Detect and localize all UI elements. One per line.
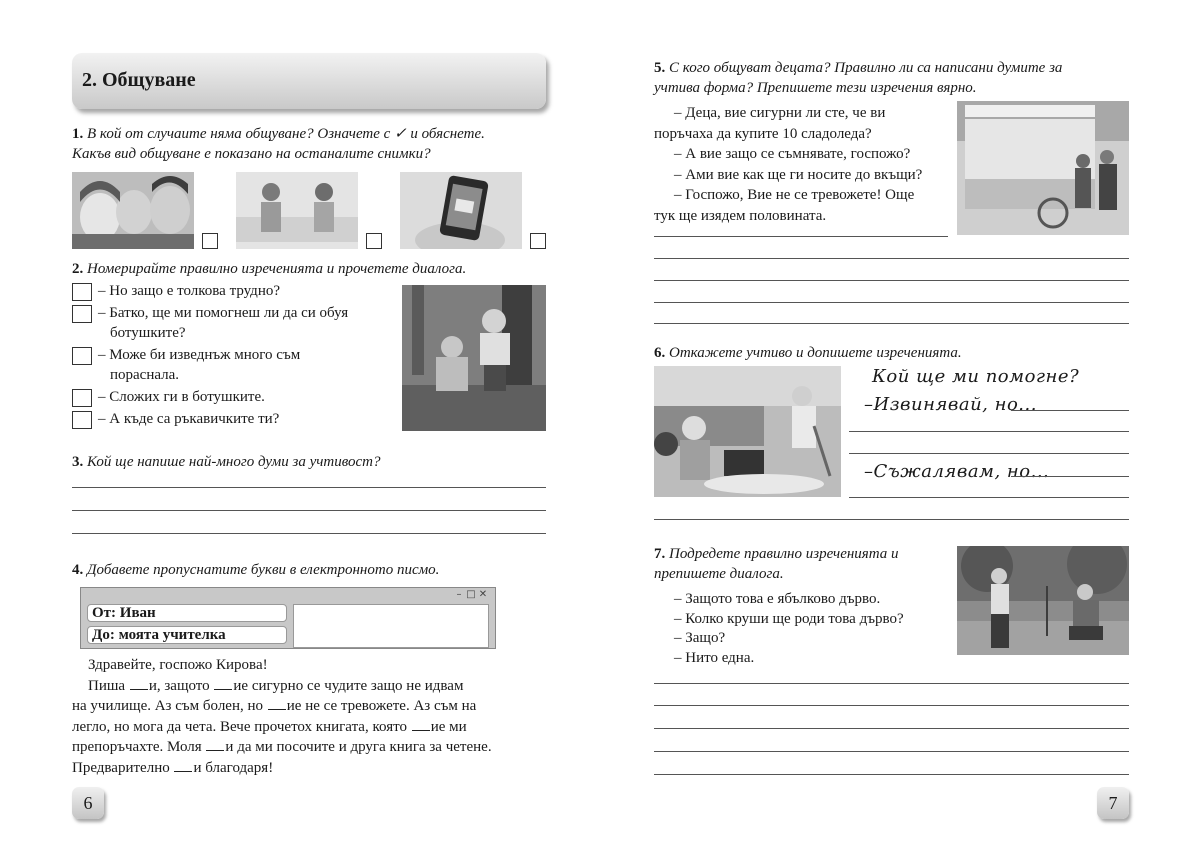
blank-field[interactable]: [130, 677, 148, 690]
letter-text: Здравейте, госпожо Кирова! Пиша и, защото ие сигурно се чудите защо не идвам на училище. Аз съм болен, но ие не се тревожете. Аз съм на легло, но мога да чета. Вече прочетох книгата, която ие ми препоръчахте. Моля и да ми посочите и друга книга за четене. Предварително и благодаря!: [72, 655, 552, 778]
window-controls: [453, 589, 489, 600]
answer-line[interactable]: [72, 487, 546, 488]
question-number: 2.: [72, 261, 84, 277]
dialog-line: – Сложих ги в ботушките.: [98, 389, 265, 405]
maximize-icon[interactable]: □: [466, 589, 476, 600]
question-text: Номерирайте правилно изреченията и прочетете диалога.: [87, 261, 467, 277]
answer-line[interactable]: [1011, 410, 1129, 411]
script-answer-1: –Извинявай, но...: [864, 394, 1037, 415]
answer-line[interactable]: [654, 751, 1129, 752]
answer-line[interactable]: [654, 728, 1129, 729]
answer-line[interactable]: [654, 683, 1129, 684]
dialog-line: – А вие защо се съмнявате, госпожо?: [674, 146, 911, 162]
question-1: [72, 124, 552, 164]
script-answer-2: –Съжалявам, но...: [864, 461, 1050, 482]
answer-line[interactable]: [654, 258, 1129, 259]
question-number: 4.: [72, 562, 84, 578]
dialog-line: – А къде са ръкавичките ти?: [98, 411, 280, 427]
dialog-line: поръчаха да купите 10 сладоледа?: [654, 125, 872, 142]
blank-field[interactable]: [214, 677, 232, 690]
question-text: В кой от случаите няма общуване? Означете с ✓ и обяснете.: [87, 126, 485, 142]
question-2: [72, 259, 552, 279]
q5-dialog: [654, 103, 954, 226]
checkbox-photo-3[interactable]: [530, 233, 546, 249]
question-text: Какъв вид общуване е показано на останалите снимки?: [72, 146, 431, 162]
question-5: [654, 58, 1134, 98]
dialog-line: тук ще изядем половината.: [654, 207, 827, 224]
photo-girls-on-sofa: [236, 172, 358, 249]
photo-ice-cream-cart: [957, 101, 1129, 235]
blank-field[interactable]: [268, 697, 286, 710]
dialog-line: – Ами вие как ще ги носите до вкъщи?: [674, 166, 923, 183]
question-6: [654, 343, 1134, 363]
question-4: [72, 560, 552, 580]
blank-field[interactable]: [206, 738, 224, 751]
dialog-line: – Защо?: [674, 630, 726, 646]
email-to-field[interactable]: До: моята учителка: [87, 626, 287, 644]
question-text: С кого общуват децата? Правилно ли са написани думите за: [669, 60, 1063, 76]
photo-planting-tree: [957, 546, 1129, 655]
checkbox-photo-1[interactable]: [202, 233, 218, 249]
blank-field[interactable]: [174, 759, 192, 772]
question-text: учтива форма? Препишете тези изречения вярно.: [654, 80, 977, 96]
page-number-tab: [1097, 787, 1129, 819]
question-number: 6.: [654, 345, 666, 361]
photo-children-forest: [402, 285, 546, 431]
letter-greeting: Здравейте, госпожо Кирова!: [88, 657, 268, 673]
dialog-line: – Нито една.: [674, 649, 755, 666]
question-number: 1.: [72, 126, 84, 142]
script-question: Кой ще ми помогне?: [872, 366, 1080, 387]
photo-family-living-room: [654, 366, 841, 497]
dialog-line: – Деца, вие сигурни ли сте, че ви: [674, 105, 886, 121]
photo-children-whispering: [72, 172, 194, 249]
number-box-3[interactable]: [72, 347, 92, 365]
question-7: [654, 544, 954, 584]
answer-line[interactable]: [654, 519, 1129, 520]
dialog-line: – Госпожо, Вие не се тревожете! Още: [674, 187, 915, 203]
section-header: [72, 53, 546, 109]
dialog-line: – Защото това е ябълково дърво.: [674, 591, 881, 607]
email-window: [80, 587, 496, 649]
page-number: 7: [1108, 793, 1118, 813]
dialog-line: – Може би изведнъж много съм: [98, 347, 301, 363]
answer-line[interactable]: [849, 497, 1129, 498]
question-number: 7.: [654, 546, 666, 562]
question-text: Подредете правилно изреченията и: [669, 546, 899, 562]
dialog-line: – Колко круши ще роди това дърво?: [674, 610, 904, 627]
question-number: 5.: [654, 60, 666, 76]
question-text: Кой ще напише най-много думи за учтивост?: [87, 454, 381, 470]
dialog-line-cont: пораснала.: [110, 367, 180, 383]
question-text: препишете диалога.: [654, 566, 784, 582]
number-box-2[interactable]: [72, 305, 92, 323]
question-text: Откажете учтиво и допишете изреченията.: [669, 345, 962, 361]
blank-field[interactable]: [412, 718, 430, 731]
number-box-1[interactable]: [72, 283, 92, 301]
dialog-line: – Батко, ще ми помогнеш ли да си обуя: [98, 305, 349, 321]
question-text: Добавете пропуснатите букви в електронното писмо.: [87, 562, 440, 578]
number-box-4[interactable]: [72, 389, 92, 407]
answer-line[interactable]: [849, 453, 1129, 454]
question-number: 3.: [72, 454, 84, 470]
q7-dialog: [674, 590, 954, 668]
page-number: 6: [83, 793, 93, 813]
dialog-line: – Но защо е толкова трудно?: [98, 283, 280, 299]
answer-line[interactable]: [654, 323, 1129, 324]
question-3: [72, 452, 552, 472]
answer-line[interactable]: [1011, 476, 1129, 477]
photo-phone-message: [400, 172, 522, 249]
close-icon[interactable]: ✕: [478, 589, 488, 600]
minimize-icon[interactable]: –: [456, 589, 462, 600]
dialog-line-cont: ботушките?: [110, 325, 186, 341]
answer-line[interactable]: [72, 533, 546, 534]
answer-line[interactable]: [654, 705, 1129, 706]
answer-line[interactable]: [654, 774, 1129, 775]
answer-line[interactable]: [654, 236, 948, 237]
email-body-area[interactable]: [293, 604, 489, 648]
checkbox-photo-2[interactable]: [366, 233, 382, 249]
answer-line[interactable]: [849, 431, 1129, 432]
answer-line[interactable]: [654, 302, 1129, 303]
email-from-field[interactable]: От: Иван: [87, 604, 287, 622]
answer-line[interactable]: [654, 280, 1129, 281]
answer-line[interactable]: [72, 510, 546, 511]
number-box-5[interactable]: [72, 411, 92, 429]
page-number-tab: [72, 787, 104, 819]
section-title: 2. Общуване: [82, 69, 196, 91]
